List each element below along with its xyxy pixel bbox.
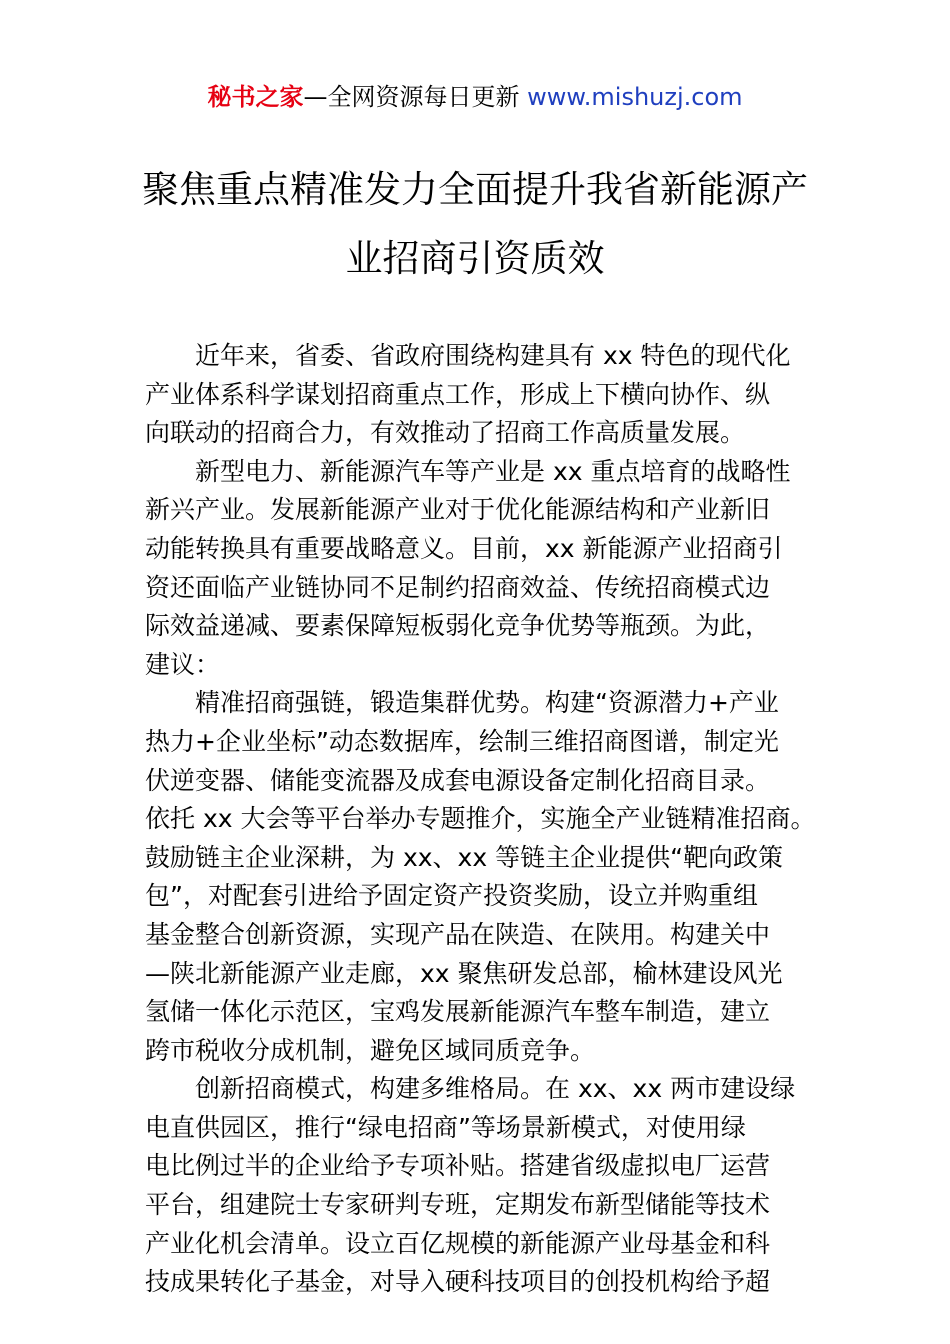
text-line: 电比例过半的企业给予专项补贴。搭建省级虚拟电厂运营 [145,1151,771,1181]
paragraph-3 [145,684,816,1070]
document-body [145,337,816,1302]
header-brand: 秘书之家 [207,83,304,111]
text-line: —陕北新能源产业走廊，xx 聚焦研发总部，榆林建设风光 [145,958,783,988]
text-line: 动能转换具有重要战略意义。目前，xx 新能源产业招商引 [145,533,783,563]
header-slogan: —全网资源每日更新 [303,83,528,111]
paragraph-1 [145,337,810,453]
text-line: 包”，对配套引进给予固定资产投资奖励，设立并购重组 [145,881,758,911]
text-line: 产业化机会清单。设立百亿规模的新能源产业母基金和科 [145,1228,771,1258]
site-header [0,80,950,114]
text-line: 新型电力、新能源汽车等产业是 xx 重点培育的战略性 [195,456,791,486]
text-line: 资还面临产业链协同不足制约招商效益、传统招商模式边 [145,572,771,602]
text-line: 技成果转化子基金，对导入硬科技项目的创投机构给予超 [145,1267,771,1297]
header-url-link[interactable]: www.mishuzj.com [527,83,743,111]
text-line: 精准招商强链，锻造集群优势。构建“资源潜力+产业 [195,688,779,718]
title-line-1: 聚焦重点精准发力全面提升我省新能源产 [142,168,808,211]
text-line: 平台，组建院士专家研判专班，定期发布新型储能等技术 [145,1190,771,1220]
text-line: 建议： [145,649,221,679]
text-line: 鼓励链主企业深耕，为 xx、xx 等链主企业提供“靶向政策 [145,842,784,872]
text-line: 际效益递减、要素保障短板弱化竞争优势等瓶颈。为此， [145,611,771,641]
text-line: 基金整合创新资源，实现产品在陕造、在陕用。构建关中 [145,919,771,949]
text-line: 伏逆变器、储能变流器及成套电源设备定制化招商目录。 [145,765,771,795]
text-line: 向联动的招商合力，有效推动了招商工作高质量发展。 [145,418,746,448]
text-line: 热力+企业坐标”动态数据库，绘制三维招商图谱，制定光 [145,726,779,756]
text-line: 新兴产业。发展新能源产业对于优化能源结构和产业新旧 [145,495,771,525]
text-line: 氢储一体化示范区，宝鸡发展新能源汽车整车制造，建立 [145,997,771,1027]
title-line-2: 业招商引资质效 [345,237,605,280]
text-line: 跨市税收分成机制，避免区域同质竞争。 [145,1035,596,1065]
text-line: 产业体系科学谋划招商重点工作，形成上下横向协作、纵 [145,379,771,409]
text-line: 创新招商模式，构建多维格局。在 xx、xx 两市建设绿 [195,1074,796,1104]
paragraph-4 [145,1070,810,1302]
text-line: 依托 xx 大会等平台举办专题推介，实施全产业链精准招商。 [145,804,816,834]
paragraph-2 [145,453,810,685]
text-line: 电直供园区，推行“绿电招商”等场景新模式，对使用绿 [145,1112,746,1142]
document-title [120,155,830,293]
text-line: 近年来，省委、省政府围绕构建具有 xx 特色的现代化 [195,341,791,370]
